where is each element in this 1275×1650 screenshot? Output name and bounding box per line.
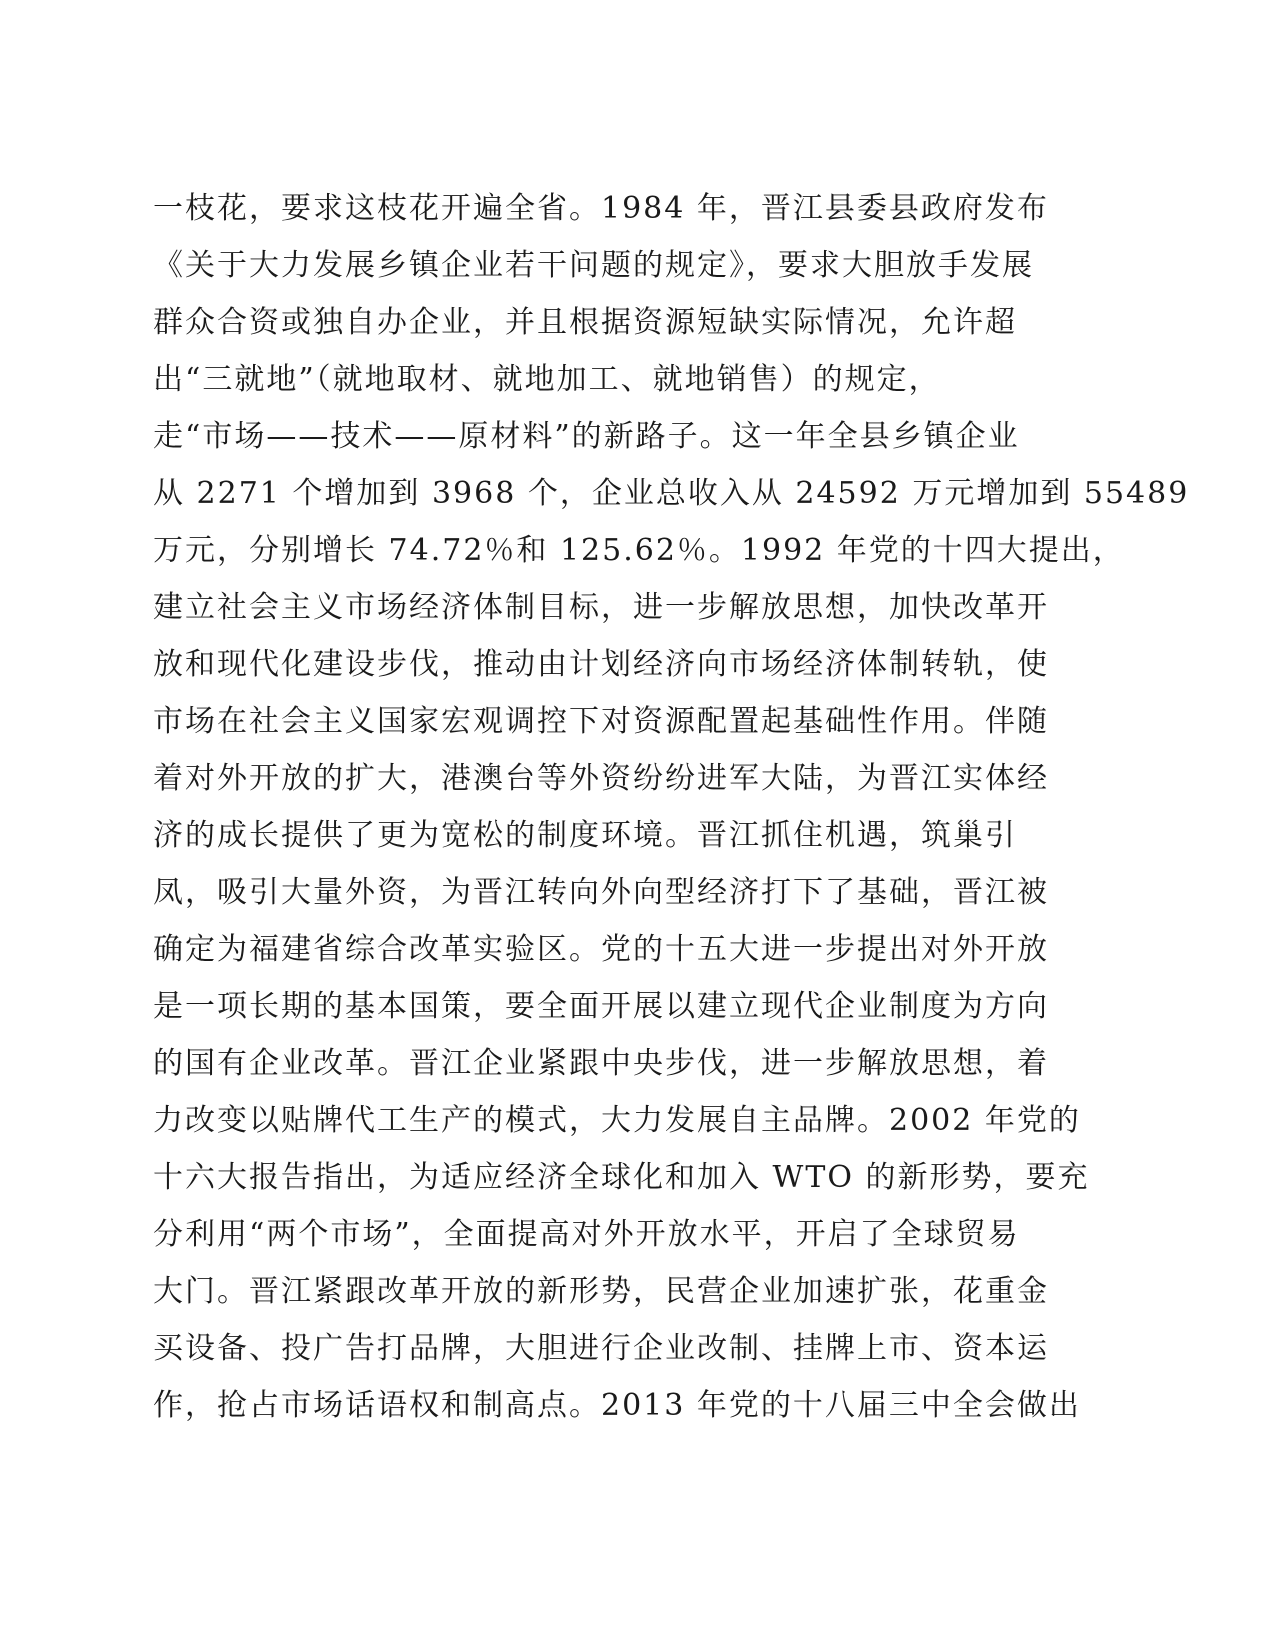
text-line: 《关于大力发展乡镇企业若干问题的规定》，要求大胆放手发展 <box>153 248 1034 283</box>
text-line: 力改变以贴牌代工生产的模式，大力发展自主品牌。2002 年党的 <box>153 1103 1081 1138</box>
text-line: 分利用“两个市场”，全面提高对外开放水平，开启了全球贸易 <box>153 1217 1020 1252</box>
text-line: 的国有企业改革。晋江企业紧跟中央步伐，进一步解放思想，着 <box>153 1046 1049 1081</box>
body-text <box>153 180 1190 1434</box>
text-line: 济的成长提供了更为宽松的制度环境。晋江抓住机遇，筑巢引 <box>153 818 1017 853</box>
text-line: 十六大报告指出，为适应经济全球化和加入 WTO 的新形势，要充 <box>153 1160 1090 1195</box>
text-line: 凤，吸引大量外资，为晋江转向外向型经济打下了基础，晋江被 <box>153 875 1049 910</box>
text-line: 群众合资或独自办企业，并且根据资源短缺实际情况，允许超 <box>153 305 1017 340</box>
text-line: 一枝花，要求这枝花开遍全省。1984 年，晋江县委县政府发布 <box>153 191 1049 226</box>
text-line: 建立社会主义市场经济体制目标，进一步解放思想，加快改革开 <box>153 590 1049 625</box>
text-line: 大门。晋江紧跟改革开放的新形势，民营企业加速扩张，花重金 <box>153 1274 1049 1309</box>
text-line: 放和现代化建设步伐，推动由计划经济向市场经济体制转轨，使 <box>153 647 1049 682</box>
text-line: 市场在社会主义国家宏观调控下对资源配置起基础性作用。伴随 <box>153 704 1049 739</box>
text-line: 买设备、投广告打品牌，大胆进行企业改制、挂牌上市、资本运 <box>153 1331 1049 1366</box>
text-line: 从 2271 个增加到 3968 个，企业总收入从 24592 万元增加到 55489 <box>153 476 1190 511</box>
text-line: 是一项长期的基本国策，要全面开展以建立现代企业制度为方向 <box>153 989 1049 1024</box>
text-line: 确定为福建省综合改革实验区。党的十五大进一步提出对外开放 <box>153 932 1049 967</box>
text-line: 作，抢占市场话语权和制高点。2013 年党的十八届三中全会做出 <box>153 1388 1081 1423</box>
text-line: 走“市场——技术——原材料”的新路子。这一年全县乡镇企业 <box>153 419 1020 454</box>
text-line: 万元，分别增长 74.72％和 125.62％。1992 年党的十四大提出， <box>153 533 1125 568</box>
text-line: 出“三就地”（就地取材、就地加工、就地销售）的规定， <box>153 362 941 397</box>
text-line: 着对外开放的扩大，港澳台等外资纷纷进军大陆，为晋江实体经 <box>153 761 1049 796</box>
